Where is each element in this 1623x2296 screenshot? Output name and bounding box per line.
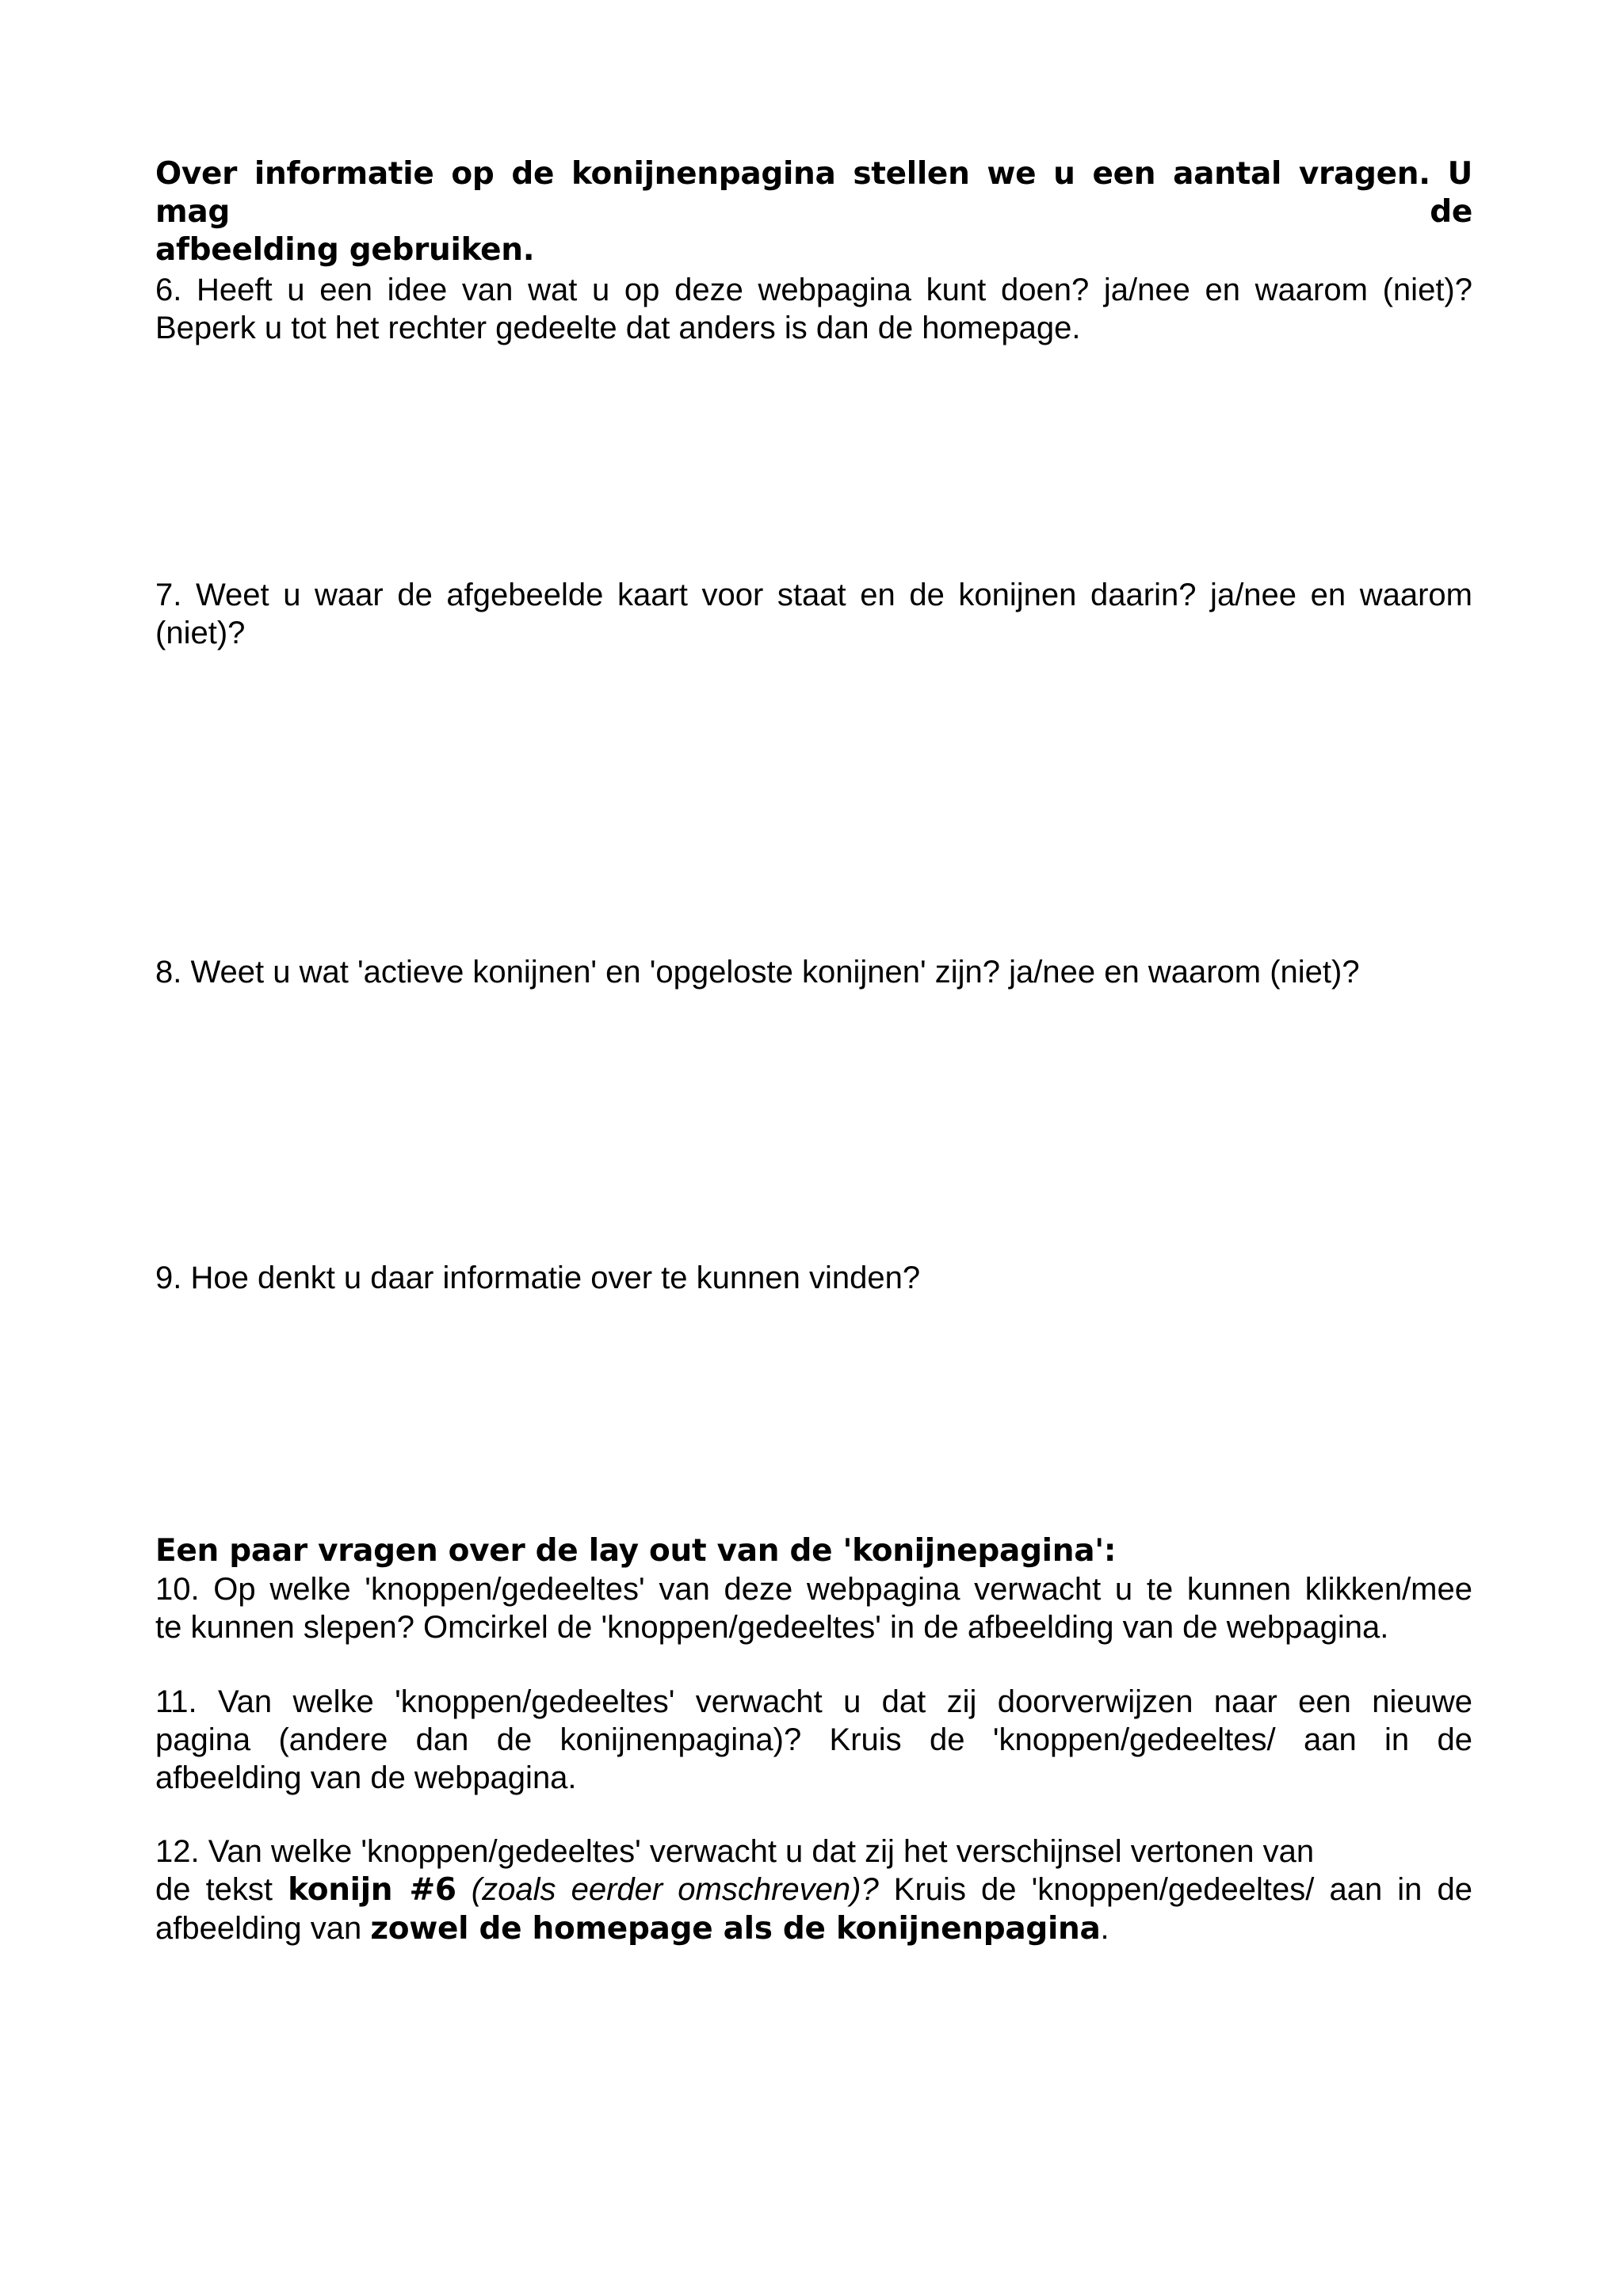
question-12-line-3 — [155, 1909, 1472, 1948]
question-6-line-2: Beperk u tot het rechter gedeelte dat anders is dan de homepage. — [155, 311, 1081, 345]
intro-instruction — [155, 155, 1472, 269]
question-7-line-2: (niet)? — [155, 616, 246, 650]
question-9 — [155, 1259, 1472, 1297]
question-12-line-2-post: Kruis de 'knoppen/gedeeltes/ aan in de — [878, 1872, 1473, 1907]
layout-questions-section — [155, 1532, 1472, 1646]
question-11 — [155, 1683, 1472, 1797]
question-7-line-1: 7. Weet u waar de afgebeelde kaart voor staat en de konijnen daarin? ja/nee en waarom — [155, 578, 1472, 612]
section-heading: Een paar vragen over de lay out van de 'konijnepagina': — [155, 1533, 1117, 1569]
question-7 — [155, 576, 1472, 652]
question-8 — [155, 953, 1472, 991]
question-6-line-1: 6. Heeft u een idee van wat u op deze webpagina kunt doen? ja/nee en waarom (niet)? — [155, 273, 1472, 307]
question-12-line-3-pre: afbeelding van — [155, 1911, 371, 1946]
intro-line-2: afbeelding gebruiken. — [155, 232, 535, 268]
question-12-line-3-post: . — [1100, 1911, 1109, 1946]
question-12-line-1: 12. Van welke 'knoppen/gedeeltes' verwacht u dat zij het verschijnsel vertonen van — [155, 1834, 1315, 1869]
question-8-text: 8. Weet u wat 'actieve konijnen' en 'opgeloste konijnen' zijn? ja/nee en waarom (niet)? — [155, 955, 1360, 990]
question-12 — [155, 1833, 1472, 1948]
question-10-line-1: 10. Op welke 'knoppen/gedeeltes' van deze webpagina verwacht u te kunnen klikken/mee — [155, 1572, 1472, 1607]
question-12-emphasis: zowel de homepage als de konijnenpagina — [370, 1911, 1101, 1947]
question-9-text: 9. Hoe denkt u daar informatie over te kunnen vinden? — [155, 1261, 921, 1295]
question-12-line-2-pre: de tekst — [155, 1872, 288, 1907]
question-12-konijn-label: konijn #6 — [288, 1872, 456, 1908]
question-11-line-1: 11. Van welke 'knoppen/gedeeltes' verwacht u dat zij doorverwijzen naar een nieuwe — [155, 1684, 1472, 1719]
intro-line-1: Over informatie op de konijnenpagina stellen we u een aantal vragen. U mag de — [155, 156, 1472, 230]
question-6 — [155, 271, 1472, 347]
question-12-italic-note: (zoals eerder omschreven)? — [456, 1872, 879, 1907]
question-10-line-2: te kunnen slepen? Omcirkel de 'knoppen/gedeeltes' in de afbeelding van de webpagina. — [155, 1610, 1389, 1645]
question-11-line-2: pagina (andere dan de konijnenpagina)? Kruis de 'knoppen/gedeeltes/ aan in de — [155, 1722, 1472, 1757]
question-11-line-3: afbeelding van de webpagina. — [155, 1760, 577, 1795]
question-12-line-2 — [155, 1871, 1472, 1909]
